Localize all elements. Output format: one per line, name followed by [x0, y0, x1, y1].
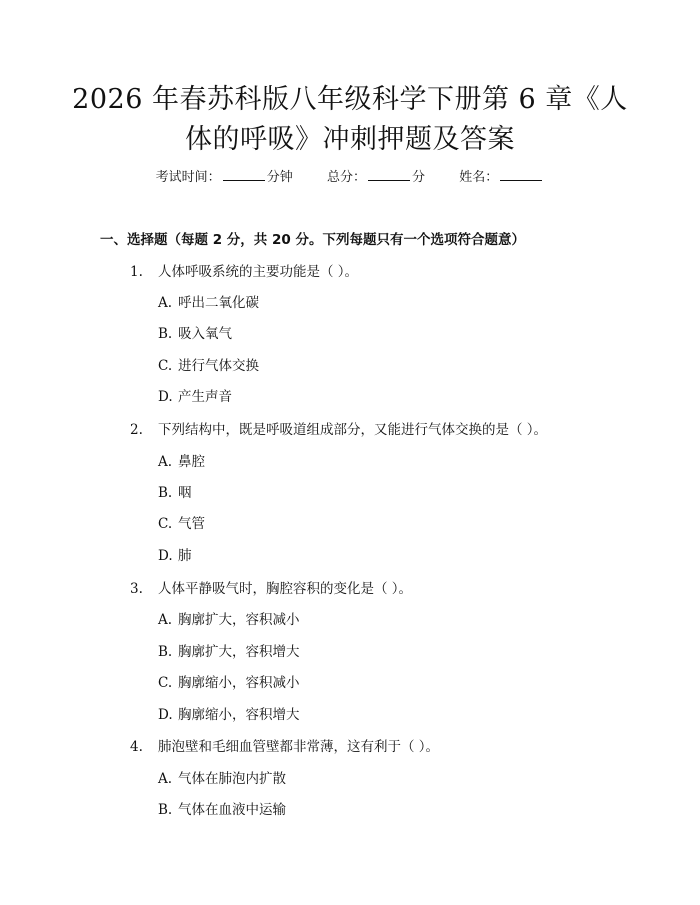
- question-1: [130, 262, 358, 282]
- option-3a: [158, 610, 300, 630]
- option-4b: [158, 800, 286, 820]
- option-letter: D.: [158, 707, 173, 723]
- question-3: [130, 579, 412, 599]
- option-letter: A.: [158, 454, 173, 470]
- option-2d: [158, 546, 192, 566]
- option-letter: B.: [158, 326, 173, 342]
- option-letter: A.: [158, 295, 173, 311]
- option-letter: D.: [158, 389, 173, 405]
- option-text: 胸廓扩大，容积增大: [178, 644, 300, 660]
- title-line-2: 体的呼吸》冲刺押题及答案: [185, 124, 515, 155]
- option-text: 胸廓缩小，容积减小: [178, 675, 300, 691]
- question-text: 人体呼吸系统的主要功能是（ ）。: [158, 264, 359, 280]
- question-number: 3.: [130, 581, 143, 597]
- option-text: 气体在血液中运输: [178, 802, 286, 818]
- question-text: 人体平静吸气时，胸腔容积的变化是（ ）。: [158, 581, 413, 597]
- option-2b: [158, 483, 192, 503]
- option-3b: [158, 642, 300, 662]
- option-text: 胸廓缩小，容积增大: [178, 707, 300, 723]
- question-number: 4.: [130, 739, 143, 755]
- option-text: 咽: [178, 485, 192, 501]
- option-1b: [158, 324, 232, 344]
- option-1d: [158, 387, 232, 407]
- option-text: 气管: [178, 516, 205, 532]
- question-text: 下列结构中，既是呼吸道组成部分，又能进行气体交换的是（ ）。: [158, 422, 548, 438]
- option-text: 胸廓扩大，容积减小: [178, 612, 300, 628]
- option-letter: B.: [158, 802, 173, 818]
- option-letter: A.: [158, 771, 173, 787]
- option-text: 进行气体交换: [178, 358, 259, 374]
- question-number: 2.: [130, 422, 143, 438]
- score-blank: [368, 168, 410, 181]
- option-2c: [158, 514, 205, 534]
- title-line-1: 2026 年春苏科版八年级科学下册第 6 章《人: [72, 84, 628, 115]
- exam-info-line: [0, 168, 700, 188]
- option-letter: C.: [158, 358, 173, 374]
- option-1a: [158, 293, 259, 313]
- time-label: 考试时间：: [155, 170, 221, 185]
- option-text: 肺: [178, 548, 192, 564]
- section-heading: 一、选择题（每题 2 分，共 20 分。下列每题只有一个选项符合题意）: [100, 232, 525, 248]
- option-letter: A.: [158, 612, 173, 628]
- option-letter: C.: [158, 675, 173, 691]
- question-4: [130, 737, 439, 757]
- option-3d: [158, 705, 300, 725]
- score-unit: 分: [412, 170, 426, 185]
- option-3c: [158, 673, 300, 693]
- name-label: 姓名：: [459, 170, 499, 185]
- option-letter: D.: [158, 548, 173, 564]
- option-text: 鼻腔: [178, 454, 205, 470]
- option-text: 产生声音: [178, 389, 232, 405]
- question-2: [130, 420, 547, 440]
- option-4a: [158, 769, 286, 789]
- option-2a: [158, 452, 205, 472]
- option-letter: B.: [158, 485, 173, 501]
- question-number: 1.: [130, 264, 143, 280]
- question-text: 肺泡壁和毛细血管壁都非常薄，这有利于（ ）。: [158, 739, 440, 755]
- option-text: 呼出二氧化碳: [178, 295, 259, 311]
- option-letter: C.: [158, 516, 173, 532]
- option-1c: [158, 356, 259, 376]
- option-text: 气体在肺泡内扩散: [178, 771, 286, 787]
- score-label: 总分：: [326, 170, 366, 185]
- document-title: [60, 80, 640, 160]
- time-unit: 分钟: [266, 170, 293, 185]
- time-blank: [223, 168, 265, 181]
- option-text: 吸入氧气: [178, 326, 232, 342]
- option-letter: B.: [158, 644, 173, 660]
- name-blank: [500, 168, 542, 181]
